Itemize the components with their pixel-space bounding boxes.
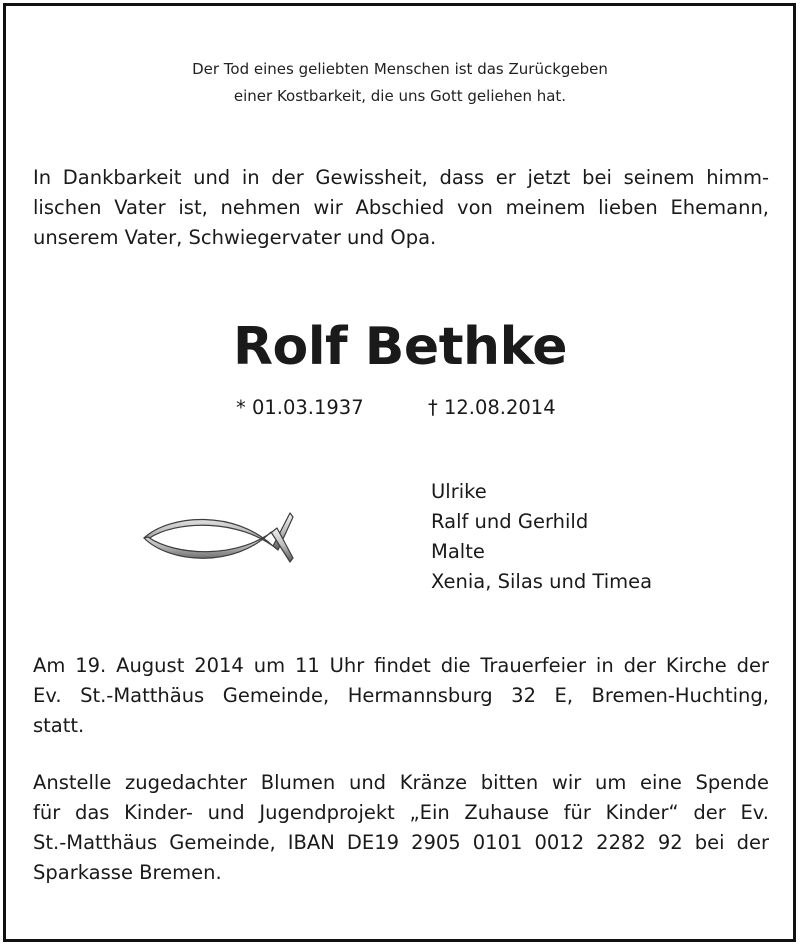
intro-line: unserem Vater, Schwiegervater und Opa. (33, 226, 437, 249)
donation-line: für das Kinder- und Jugendprojekt „Ein Zuhause für Kinder“ der Ev. (33, 801, 769, 824)
death-date: † 12.08.2014 (428, 396, 556, 419)
family-member: Malte (431, 540, 485, 563)
ceremony-line: statt. (33, 714, 85, 737)
family-member: Xenia, Silas und Timea (431, 570, 653, 593)
motto-line: einer Kostbarkeit, die uns Gott geliehen hat. (233, 87, 567, 105)
ichthys-fish-icon (140, 508, 296, 566)
ceremony-paragraph (33, 651, 769, 741)
family-signatures (431, 477, 652, 597)
family-member: Ulrike (431, 480, 487, 503)
ceremony-line: Am 19. August 2014 um 11 Uhr findet die Trauerfeier in der Kirche der (33, 654, 769, 677)
donation-line: Sparkasse Bremen. (33, 861, 222, 884)
intro-paragraph (33, 163, 769, 253)
family-member: Ralf und Gerhild (431, 510, 589, 533)
intro-line: lischen Vater ist, nehmen wir Abschied von meinem lieben Ehemann, (33, 196, 769, 219)
donation-line: Anstelle zugedachter Blumen und Kränze bitten wir um eine Spende (33, 771, 769, 794)
motto-line: Der Tod eines geliebten Menschen ist das Zurückgeben (192, 60, 608, 78)
intro-line: In Dankbarkeit und in der Gewissheit, dass er jetzt bei seinem himm- (33, 166, 769, 189)
donation-paragraph (33, 768, 769, 888)
ceremony-line: Ev. St.-Matthäus Gemeinde, Hermannsburg 32 E, Bremen-Huchting, (33, 684, 769, 707)
motto-quote (0, 56, 800, 110)
donation-line: St.-Matthäus Gemeinde, IBAN DE19 2905 0101 0012 2282 92 bei der (33, 831, 769, 854)
birth-date: * 01.03.1937 (236, 396, 364, 419)
deceased-name: Rolf Bethke (232, 317, 568, 377)
